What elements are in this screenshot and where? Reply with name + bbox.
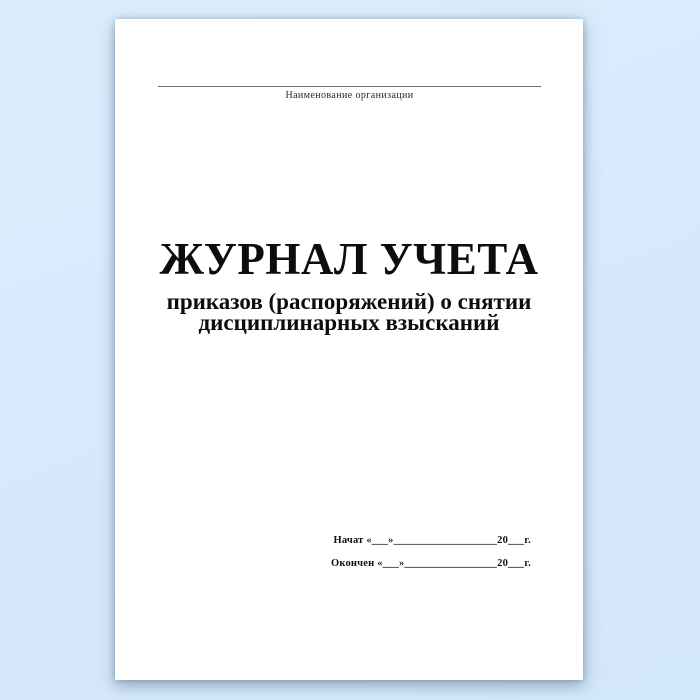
dates-block [331, 535, 531, 569]
started-date-line: Начат «___»___________________20___г. [333, 535, 531, 546]
journal-title: ЖУРНАЛ УЧЕТА [159, 234, 539, 284]
journal-subtitle-line2: дисциплинарных взысканий [198, 310, 500, 335]
organization-name-block [158, 86, 541, 101]
journal-cover-page [115, 19, 583, 680]
journal-subtitle-line1: приказов (распоряжений) о снятии [166, 289, 532, 314]
organization-name-blank-line [158, 86, 541, 87]
title-block [115, 234, 583, 335]
organization-name-label: Наименование организации [285, 90, 414, 101]
finished-date-line: Окончен «___»_________________20___г. [331, 558, 531, 569]
